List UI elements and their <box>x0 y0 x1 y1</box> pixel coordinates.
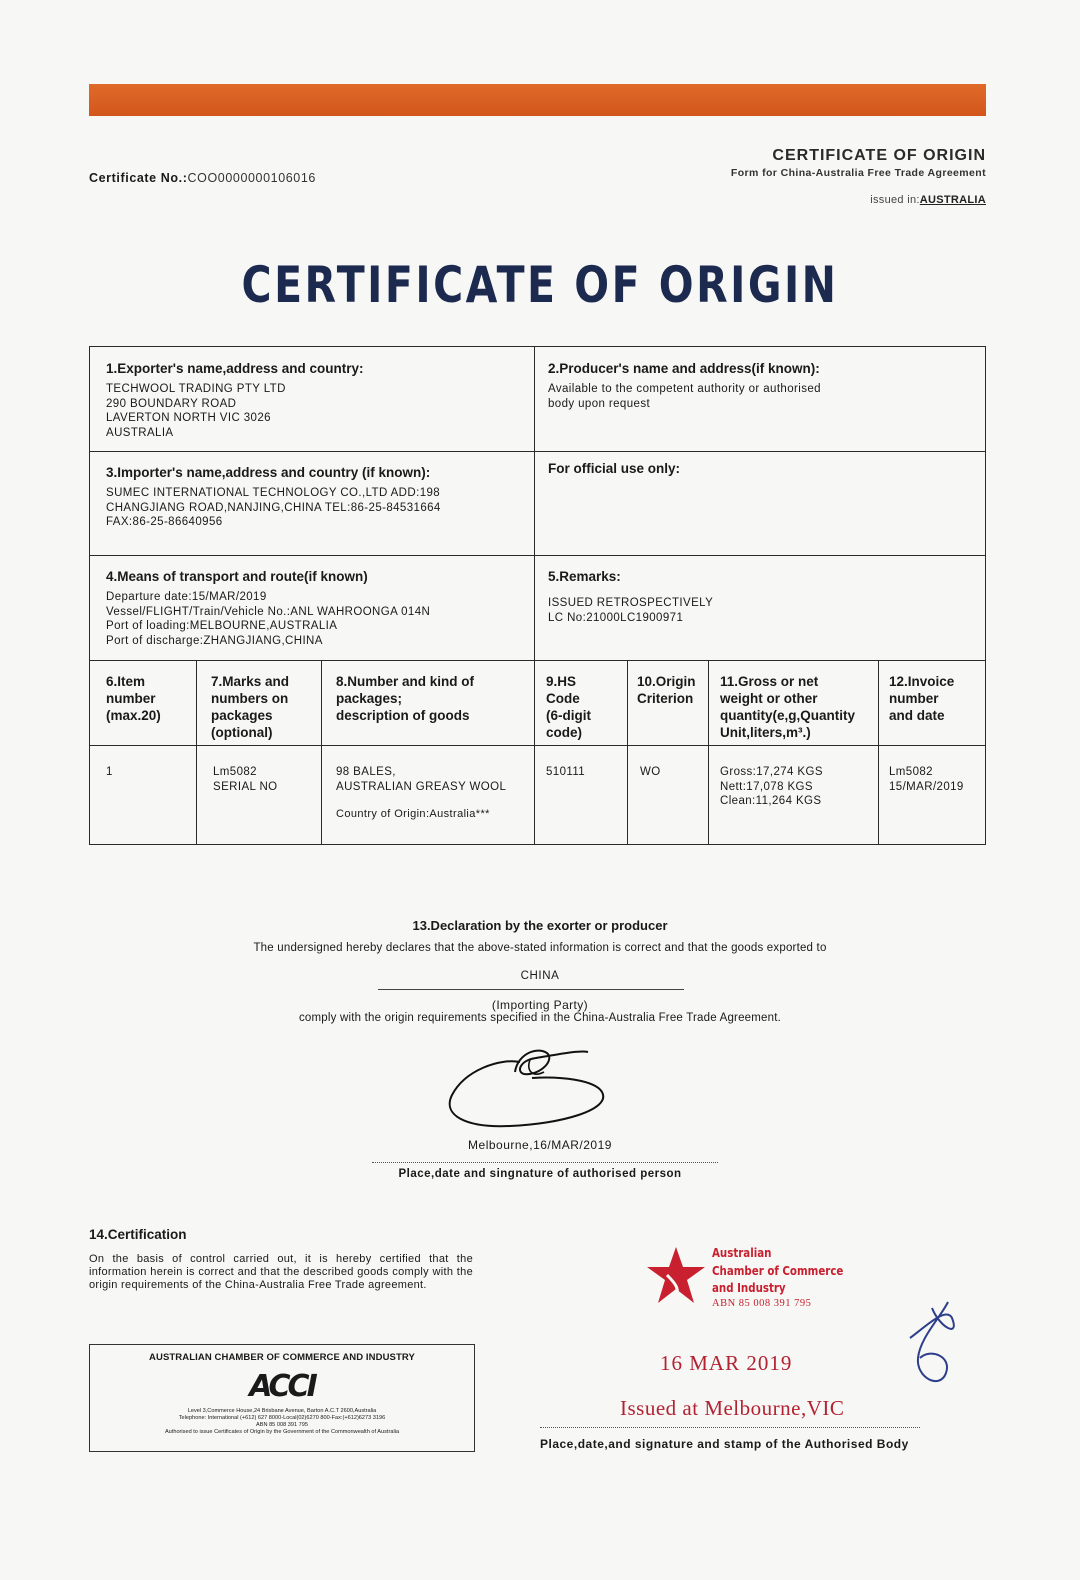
acci-star-logo-icon <box>645 1245 707 1307</box>
form-heading <box>731 147 986 179</box>
certificate-number-value: COO0000000106016 <box>187 171 316 185</box>
importing-country: CHINA <box>520 970 560 982</box>
importer-box <box>92 455 532 540</box>
col-header-criterion: 10.Origin Criterion <box>637 674 696 706</box>
acci-org-line: Chamber of Commerce <box>712 1262 844 1278</box>
cell-criterion: WO <box>640 766 661 778</box>
cell-marks: Lm5082 SERIAL NO <box>213 766 278 793</box>
remarks-title: 5.Remarks: <box>548 569 621 584</box>
exporter-signature-icon <box>440 1040 620 1135</box>
col-header-item: 6.Item number (max.20) <box>106 674 161 723</box>
official-use-title: For official use only: <box>548 461 681 476</box>
exporter-box <box>92 351 532 450</box>
goods-description: 98 BALES, AUSTRALIAN GREASY WOOL <box>336 766 507 793</box>
cell-item: 1 <box>106 766 113 778</box>
certification-text: On the basis of control carried out, it is hereby certified that the information herein is correct and that the described goods comply with the origin requirements of the China-Australia Free Trade agreement. <box>89 1253 473 1291</box>
col-header-quantity: 11.Gross or net weight or other quantity(e,g,Quantity Unit,liters,m³.) <box>720 674 855 740</box>
transport-box <box>92 559 532 658</box>
transport-details: Departure date:15/MAR/2019 Vessel/FLIGHT/Train/Vehicle No.:ANL WAHROONGA 014N Port of loading:MELBOURNE,AUSTRALIA Port of discharge:ZHANGJIANG,CHINA <box>106 591 431 647</box>
cell-quantity: Gross:17,274 KGS Nett:17,078 KGS Clean:11,264 KGS <box>720 766 823 807</box>
certificate-number <box>89 171 316 185</box>
acci-abn: ABN 85 008 391 795 <box>712 1298 812 1309</box>
goods-origin-country: Country of Origin:Australia*** <box>336 808 490 820</box>
declaration-place-date: Melbourne,16/MAR/2019 <box>468 1138 612 1152</box>
importing-country-underline <box>378 989 684 990</box>
remarks-box <box>534 559 984 635</box>
exporter-title: 1.Exporter's name,address and country: <box>106 361 364 376</box>
exporter-details: TECHWOOL TRADING PTY LTD 290 BOUNDARY ROAD LAVERTON NORTH VIC 3026 AUSTRALIA <box>106 383 286 439</box>
authorised-body-caption: Place,date,and signature and stamp of the Authorised Body <box>540 1437 909 1451</box>
transport-title: 4.Means of transport and route(if known) <box>106 569 368 584</box>
authorised-body-dotted-line <box>540 1427 920 1428</box>
divider <box>90 555 985 556</box>
producer-box <box>534 351 984 421</box>
declaration-text: The undersigned hereby declares that the above-stated information is correct and that the goods exported to <box>253 942 827 954</box>
form-heading-title: CERTIFICATE OF ORIGIN <box>772 147 986 164</box>
issued-in-label: issued in: <box>870 194 920 206</box>
acci-stamp-box <box>89 1344 475 1452</box>
issued-in-country: AUSTRALIA <box>919 194 986 206</box>
acci-org-line: Australian <box>712 1245 772 1260</box>
certification-title: 14.Certification <box>89 1227 187 1242</box>
certificate-form <box>89 346 986 845</box>
cell-hs-code: 510111 <box>546 766 586 778</box>
producer-details: Available to the competent authority or authorised body upon request <box>548 383 821 410</box>
declaration-signature-caption: Place,date and singnature of authorised person <box>398 1168 682 1180</box>
importing-party-label: (Importing Party) <box>491 998 589 1012</box>
importer-details: SUMEC INTERNATIONAL TECHNOLOGY CO.,LTD ADD:198 CHANGJIANG ROAD,NANJING,CHINA TEL:86-25-84531664 FAX:86-25-86640956 <box>106 487 441 528</box>
declaration-title: 13.Declaration by the exorter or producer <box>412 918 668 933</box>
col-header-hs-code: 9.HS Code (6-digit code) <box>546 674 591 740</box>
top-accent-bar <box>89 84 986 116</box>
col-header-invoice: 12.Invoice number and date <box>889 674 955 723</box>
stamp-issued-at: Issued at Melbourne,VIC <box>620 1396 845 1420</box>
form-heading-subtitle: Form for China-Australia Free Trade Agreement <box>730 167 986 179</box>
signature-dotted-line <box>372 1162 718 1163</box>
col-header-goods: 8.Number and kind of packages; description of goods <box>336 674 475 723</box>
acci-logo: ACCI <box>249 1369 315 1404</box>
col-header-marks: 7.Marks and numbers on packages (optional) <box>211 674 290 740</box>
remarks-details: ISSUED RETROSPECTIVELY LC No:21000LC1900971 <box>548 597 714 624</box>
importer-title: 3.Importer's name,address and country (if known): <box>106 465 431 480</box>
divider <box>90 660 985 661</box>
official-use-box <box>534 451 984 492</box>
certificate-number-label: Certificate No.: <box>89 171 188 185</box>
acci-stamp-address: Level 3,Commerce House,24 Brisbane Avenue, Barton A.C.T 2600,Australia Telephone: International (+612) 627 8000-Local(02)6270 800-Fax:(+612)6273 3196 ABN 85 008 391 795 Authorised to issue Certificates of Origin by the Government of the Commonwealth of Australia <box>164 1408 400 1435</box>
page-title: CERTIFICATE OF ORIGIN <box>241 256 839 314</box>
producer-title: 2.Producer's name and address(if known): <box>548 361 820 376</box>
stamp-date: 16 MAR 2019 <box>660 1351 793 1375</box>
acci-stamp-heading: AUSTRALIAN CHAMBER OF COMMERCE AND INDUSTRY <box>149 1352 415 1363</box>
acci-org-line: and Industry <box>712 1280 786 1295</box>
cell-goods <box>322 755 534 832</box>
cell-invoice: Lm5082 15/MAR/2019 <box>889 766 964 793</box>
acci-org-name <box>712 1244 843 1297</box>
authorised-signature-icon <box>900 1298 970 1393</box>
declaration-comply-text: comply with the origin requirements specified in the China-Australia Free Trade Agreement. <box>298 1012 782 1024</box>
issued-in <box>870 194 986 206</box>
